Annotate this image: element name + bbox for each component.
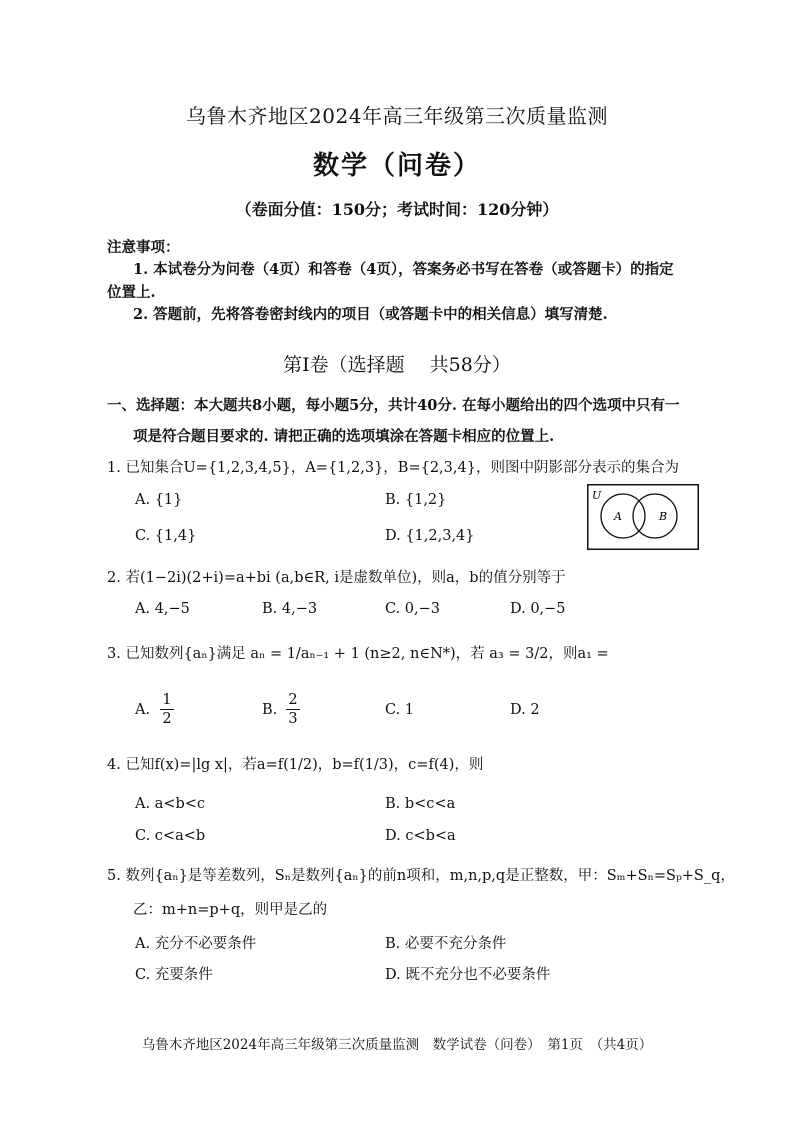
- q3-stem-pre: 3. 已知数列{aₙ}满足: [107, 646, 246, 662]
- q5-option-c: C. 充要条件: [135, 967, 213, 983]
- q2-option-b: B. 4,−3: [262, 601, 318, 617]
- question-2-stem: 2. 若(1−2i)(2+i)=a+bi (a,b∈R, i是虚数单位)，则a，b的值分别等于: [107, 570, 566, 586]
- venn-label-b: B: [659, 510, 668, 523]
- q3-option-d: D. 2: [510, 702, 540, 718]
- venn-label-a: A: [614, 510, 622, 523]
- venn-universe-rect: [588, 485, 699, 550]
- question-3-stem: [107, 642, 609, 663]
- q3-option-a-fraction: [160, 691, 174, 728]
- question-5-stem: 5. 数列{aₙ}是等差数列，Sₙ是数列{aₙ}的前n项和，m,n,p,q是正整数，甲：Sₘ+Sₙ=Sₚ+S_q，: [107, 868, 735, 884]
- q5-option-d: D. 既不充分也不必要条件: [385, 967, 551, 983]
- q5-option-b: B. 必要不充分条件: [385, 936, 507, 952]
- q3-stem-mid: ，若: [455, 646, 485, 662]
- q3-option-c: C. 1: [385, 702, 415, 718]
- q3-option-b: B.: [262, 702, 278, 718]
- page-footer: 乌鲁木齐地区2024年高三年级第三次质量监测 数学试卷（问卷） 第1页 （共4页）: [141, 1037, 653, 1053]
- q3-option-a: A.: [135, 702, 151, 718]
- q3-stem-post: ，则a₁ =: [548, 646, 609, 662]
- q4-option-d: D. c<b<a: [385, 828, 456, 844]
- score-info: （卷面分值：150分；考试时间：120分钟）: [235, 200, 559, 219]
- note-item-1-cont: 位置上.: [107, 284, 156, 301]
- venn-diagram: [587, 484, 699, 550]
- q3-option-b-denominator: 3: [286, 709, 300, 728]
- q1-option-a: A. {1}: [135, 492, 183, 508]
- q1-option-b: B. {1,2}: [385, 492, 447, 508]
- q3-option-b-numerator: 2: [288, 692, 298, 708]
- q3-option-a-numerator: 1: [162, 692, 172, 708]
- q3-formula: aₙ = 1/aₙ₋₁ + 1 (n≥2, n∈N*): [250, 646, 456, 662]
- question-5-stem-cont: 乙：m+n=p+q，则甲是乙的: [133, 902, 328, 918]
- note-item-1: 1. 本试卷分为问卷（4页）和答卷（4页），答案务必书写在答卷（或答题卡）的指定: [133, 261, 674, 278]
- part1-instructions: 一、选择题：本大题共8小题，每小题5分，共计40分. 在每小题给出的四个选项中只有一: [107, 397, 680, 414]
- venn-label-u: U: [592, 489, 602, 502]
- q1-option-d: D. {1,2,3,4}: [385, 528, 475, 544]
- q2-option-c: C. 0,−3: [385, 601, 441, 617]
- q3-condition: a₃ = 3/2: [489, 646, 549, 662]
- exam-title: 乌鲁木齐地区2024年高三年级第三次质量监测: [186, 104, 608, 128]
- q3-option-b-fraction: [286, 691, 300, 728]
- q5-option-a: A. 充分不必要条件: [135, 936, 257, 952]
- part1-instructions-cont: 项是符合题目要求的. 请把正确的选项填涂在答题卡相应的位置上.: [133, 428, 555, 445]
- q4-option-b: B. b<c<a: [385, 796, 456, 812]
- q4-option-a: A. a<b<c: [135, 796, 206, 812]
- question-4-stem: 4. 已知f(x)=|lg x|，若a=f(1/2)，b=f(1/3)，c=f(4)，则: [107, 757, 484, 773]
- section-title: 第Ⅰ卷（选择题 共58分）: [283, 354, 511, 376]
- q3-option-a-denominator: 2: [160, 709, 174, 728]
- q2-option-a: A. 4,−5: [135, 601, 190, 617]
- q1-option-c: C. {1,4}: [135, 528, 197, 544]
- q2-option-d: D. 0,−5: [510, 601, 566, 617]
- question-1-stem: 1. 已知集合U={1,2,3,4,5}，A={1,2,3}，B={2,3,4}，则图中阴影部分表示的集合为: [107, 460, 679, 476]
- notes-heading: 注意事项：: [107, 239, 180, 256]
- note-item-2: 2. 答题前，先将答卷密封线内的项目（或答题卡中的相关信息）填写清楚.: [133, 306, 608, 323]
- q4-option-c: C. c<a<b: [135, 828, 206, 844]
- exam-subject: 数学（问卷）: [312, 151, 481, 181]
